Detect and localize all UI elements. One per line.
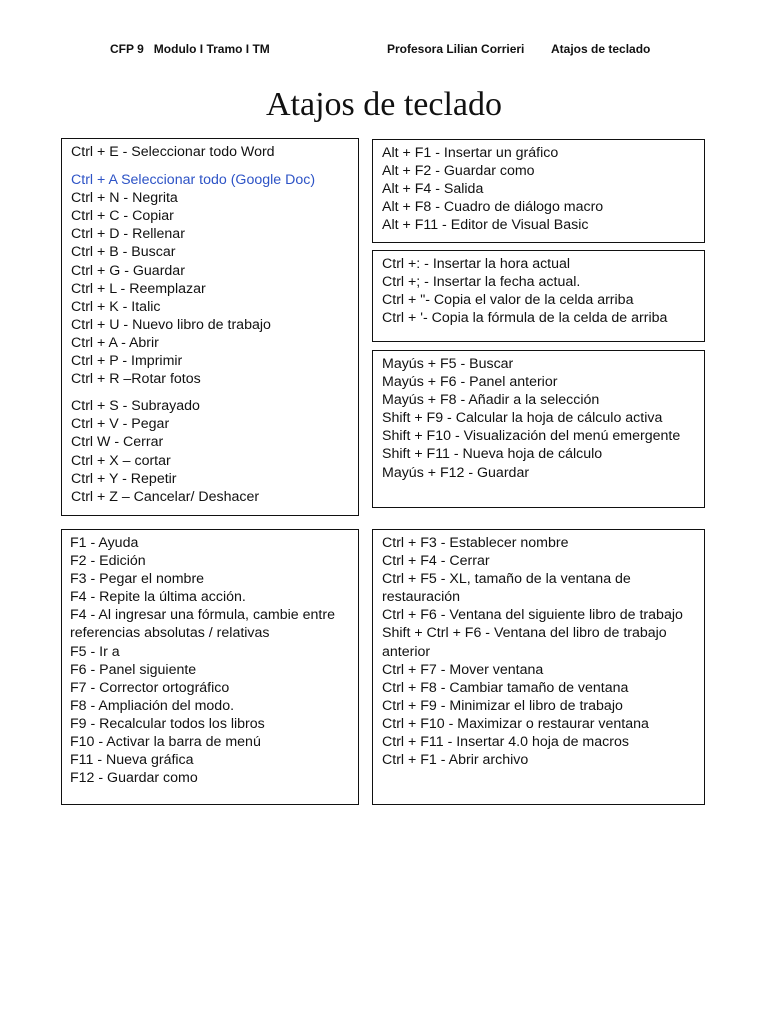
shortcut-line: Ctrl + F1 - Abrir archivo — [382, 752, 529, 769]
ctrl-symbols-box — [372, 250, 705, 342]
header-teacher: Profesora Lilian Corrieri — [387, 42, 525, 56]
shortcut-line: F1 - Ayuda — [70, 535, 139, 551]
shortcut-line: Ctrl + F10 - Maximizar o restaurar ventana — [382, 715, 649, 732]
shortcut-line: Ctrl + F5 - XL, tamaño de la ventana de restauración — [382, 571, 631, 606]
shortcut-line: Ctrl + F8 - Cambiar tamaño de ventana — [382, 679, 629, 696]
shortcut-line: Ctrl + X – cortar — [71, 452, 171, 469]
shortcut-line: F8 - Ampliación del modo. — [70, 697, 235, 714]
shortcut-line: F7 - Corrector ortográfico — [70, 679, 230, 696]
shortcut-line: Shift + F11 - Nueva hoja de cálculo — [382, 446, 603, 463]
shortcut-line: Ctrl + Y - Repetir — [71, 470, 177, 487]
shortcut-line: Ctrl + V - Pegar — [71, 416, 170, 433]
ctrl-letters-box — [61, 138, 359, 516]
shift-shortcuts-box — [372, 350, 705, 508]
shortcut-line: Ctrl + E - Seleccionar todo Word — [71, 144, 275, 160]
shortcut-line: Ctrl + "- Copia el valor de la celda arriba — [382, 292, 634, 309]
shortcut-line: Ctrl + A - Abrir — [71, 334, 159, 351]
shortcut-line: Ctrl + Z – Cancelar/ Deshacer — [71, 488, 260, 505]
shortcut-line: Ctrl +; - Insertar la fecha actual. — [382, 274, 581, 291]
shortcut-line: Ctrl + U - Nuevo libro de trabajo — [71, 316, 271, 333]
shortcut-line: Alt + F11 - Editor de Visual Basic — [382, 217, 589, 234]
shortcut-line: F2 - Edición — [70, 553, 146, 570]
shortcut-line: Ctrl + F9 - Minimizar el libro de trabajo — [382, 697, 623, 714]
shortcut-line: Alt + F4 - Salida — [382, 181, 484, 198]
shortcut-line: Ctrl + F3 - Establecer nombre — [382, 535, 569, 551]
shortcut-line: F4 - Al ingresar una fórmula, cambie entre referencias absolutas / relativas — [70, 607, 335, 642]
shortcut-line: Alt + F1 - Insertar un gráfico — [382, 145, 559, 161]
shortcut-line: Ctrl + C - Copiar — [71, 208, 174, 225]
shortcut-line: Alt + F8 - Cuadro de diálogo macro — [382, 199, 604, 216]
page-title: Atajos de teclado — [265, 86, 503, 123]
shortcut-line: Ctrl + P - Imprimir — [71, 353, 183, 370]
shortcut-line: Mayús + F8 - Añadir a la selección — [382, 392, 600, 409]
shortcut-line: Ctrl + N - Negrita — [71, 190, 178, 207]
shortcut-line: Mayús + F12 - Guardar — [382, 464, 530, 481]
shortcut-line: Ctrl + L - Reemplazar — [71, 280, 206, 297]
shortcut-line: Alt + F2 - Guardar como — [382, 163, 535, 180]
shortcut-line: Ctrl + K - Italic — [71, 298, 161, 315]
shortcut-line: Ctrl + '- Copia la fórmula de la celda de arriba — [382, 310, 668, 327]
shortcut-line: F10 - Activar la barra de menú — [70, 734, 261, 751]
shortcut-line: F6 - Panel siguiente — [70, 661, 197, 678]
shortcut-line: F12 - Guardar como — [70, 770, 198, 787]
shortcut-line: F5 - Ir a — [70, 643, 120, 660]
shortcut-line: F9 - Recalcular todos los libros — [70, 715, 265, 732]
shortcut-line: Ctrl W - Cerrar — [71, 434, 164, 451]
shortcut-line: Shift + Ctrl + F6 - Ventana del libro de trabajo anterior — [382, 625, 667, 660]
header-course: CFP 9 Modulo I Tramo I TM — [110, 42, 270, 56]
shortcut-line: Ctrl + S - Subrayado — [71, 398, 200, 415]
shortcut-line: Shift + F9 - Calcular la hoja de cálculo activa — [382, 410, 663, 427]
shortcut-line: Ctrl + F7 - Mover ventana — [382, 661, 544, 678]
shortcut-line: Ctrl + F11 - Insertar 4.0 hoja de macros — [382, 734, 629, 751]
shortcut-line: Shift + F10 - Visualización del menú emergente — [382, 428, 681, 445]
ctrl-function-keys-box — [372, 529, 705, 805]
shortcut-line: F11 - Nueva gráfica — [70, 752, 194, 769]
shortcut-line: F3 - Pegar el nombre — [70, 571, 205, 588]
alt-shortcuts-box — [372, 139, 705, 243]
shortcut-line: Ctrl + B - Buscar — [71, 244, 176, 261]
shortcut-line: Mayús + F6 - Panel anterior — [382, 374, 558, 391]
shortcut-line: Ctrl + F4 - Cerrar — [382, 553, 490, 570]
function-keys-box — [61, 529, 359, 805]
shortcut-line: Ctrl + R –Rotar fotos — [71, 371, 201, 388]
shortcut-line: Ctrl + F6 - Ventana del siguiente libro de trabajo — [382, 607, 683, 624]
shortcut-line-highlight: Ctrl + A Seleccionar todo (Google Doc) — [71, 172, 316, 189]
shortcut-line: Mayús + F5 - Buscar — [382, 356, 514, 372]
shortcut-line: Ctrl + D - Rellenar — [71, 226, 185, 243]
shortcut-line: Ctrl + G - Guardar — [71, 262, 185, 279]
shortcut-line: F4 - Repite la última acción. — [70, 589, 246, 606]
header-topic: Atajos de teclado — [551, 42, 651, 56]
shortcut-line: Ctrl +: - Insertar la hora actual — [382, 256, 571, 272]
